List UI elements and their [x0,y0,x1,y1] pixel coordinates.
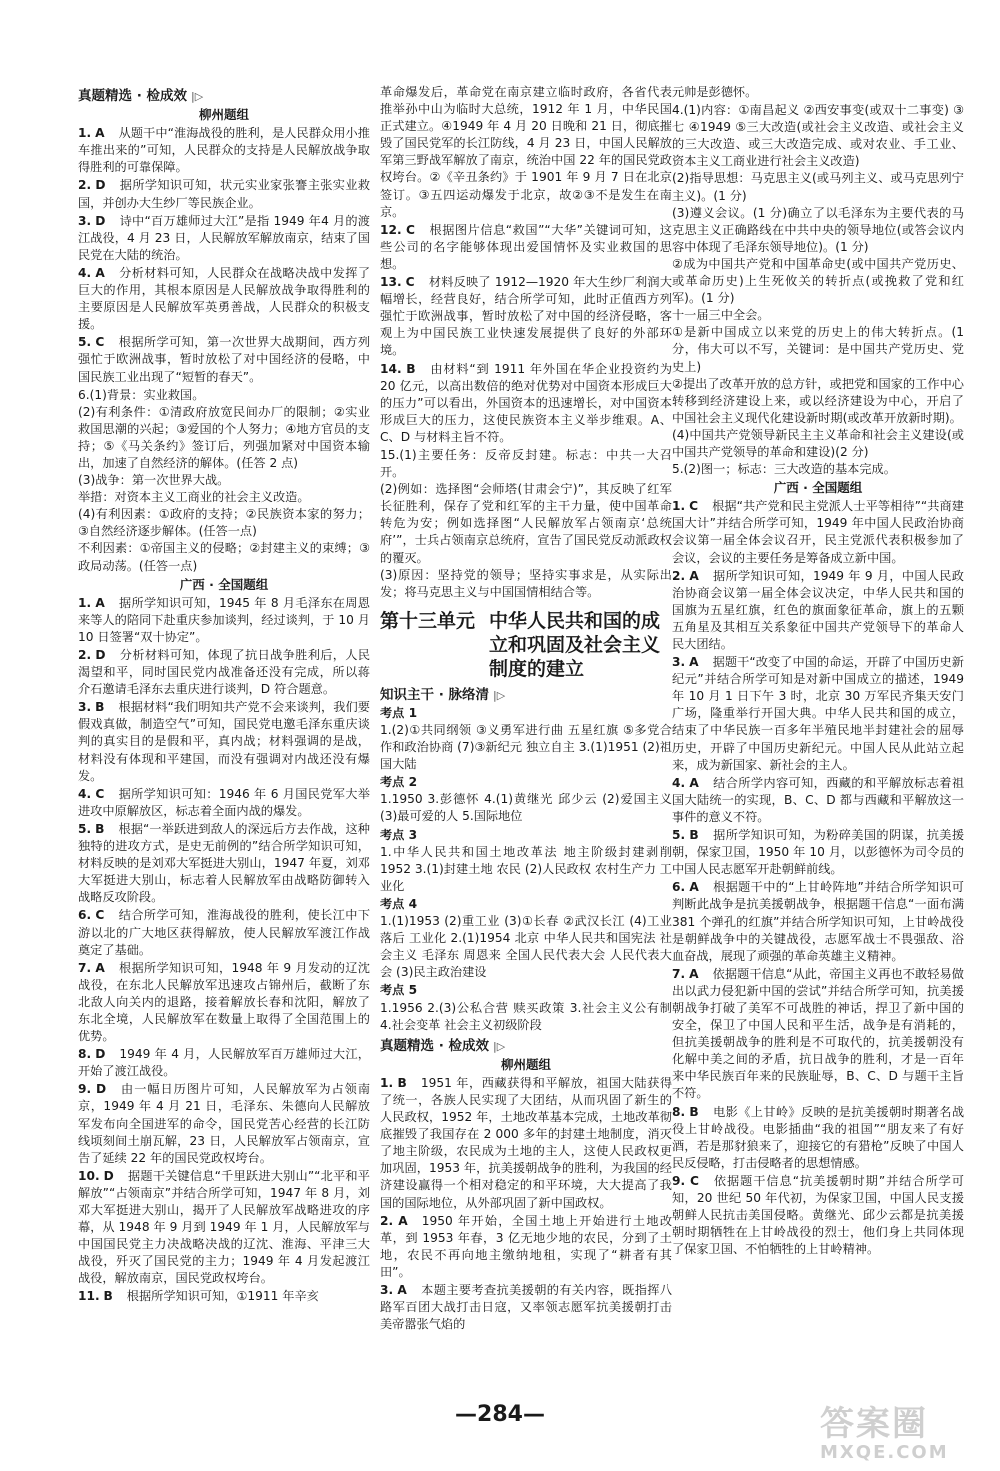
question-number: 1. [78,595,92,610]
question-number: 10. [78,1168,100,1183]
kaodian-heading: 考点 1 [380,705,418,720]
answer-letter: B [689,1104,699,1119]
kaodian-heading: 考点 2 [380,775,418,790]
question-number: 2. [380,1213,394,1228]
answer-q15 [380,447,672,601]
question-number: 7. [672,966,686,981]
answer-line: ①是新中国成立以来党的历史上的伟大转折点。(1 分，伟大可以不写，关键词：是中国共产党历史、党史上) [672,325,964,374]
question-number: 3. [380,1283,394,1297]
answer-item [380,361,672,446]
explanation-text: 由材料“到 1911 年外国在华企业投资约为 20 亿元，以高出数倍的绝对优势对中国资本形成巨大的压力”可以看出，外国资本的迅速增长，对中国资本形成巨大的压力，这使民族资本主义举步维艰。A、C、D 与材料主旨不符。 [380,361,673,444]
question-number: 2. [78,648,92,662]
answer-letter: C [689,1173,699,1188]
question-number: 1. [672,499,686,514]
explanation-text: 依据题干信息“从此，帝国主义再也不敢轻易做出以武力侵犯新中国的尝试”并结合所学可知，抗美援朝战争打破了美军不可战胜的神话，捍卫了新中国的安全，保卫了中国人民和平生活，战争是有消耗的，但抗美援朝战争的胜利是不可取代的，抗美援朝没有化解中美之间的矛盾，抗日战争的胜利，才是一百年来中华民族百年来的民族耻辱，B、C、D 与题干主旨不符。 [672,966,964,1101]
answer-line: (3)遵义会议。(1 分)确立了以毛泽东为主要代表的马克思主义正确路线在中共中央的领导地位(或答会议内容中体现了毛泽东领导地位)。(1 分) [672,205,964,254]
group-title: 广西 · 全国题组 [179,576,269,592]
group-title: 柳州题组 [500,1056,551,1072]
explanation-text: 1951 年，西藏获得和平解放，祖国大陆获得了统一，各族人民实现了大团结，从而巩固了新生的人民政权，1952 年，土地改革基本完成，土地改革彻底摧毁了我国存在 2 000 多年的封建土地制度，消灭了地主阶级，农民成为土地的主人，这使人民政权更加巩固，1953 年，抗美援朝战争的胜利，为我国的经济建设赢得一个相对稳定的和平环境，大大提高了我国的国际地位，从外部巩固了新中国政权。 [380,1075,673,1210]
answer-continuation: 元帅是彭德怀。 [672,85,758,99]
answer-letter: C [405,275,415,290]
question-number: 7. [78,960,92,975]
answer-continuation: 革命爆发后，革命党在南京建立临时政府，各省代表推举孙中山为临时大总统，1912 年 1 月，中华民国正式建立。④1949 年 4 月 20 日晚和 21 日，彻底摧毁了国民党军的长江防线，4 月 23 日，中国人民解放军第三野战军解放了南京，统治中国 22 年的国民党政权垮台。②《辛丑条约》于 1901 年 9 月 7 日在北京签订。③五四运动爆发于北京，故②③不是发生在南京。 [380,85,672,219]
question-number: 11. [78,1289,100,1304]
answer-item [78,1081,370,1166]
answer-letter: D [103,1168,114,1183]
explanation-text: 从题干中“淮海战役的胜利，是人民群众用小推车推出来的”可知，人民群众的支持是人民解放战争取得胜利的可靠保障。 [78,126,370,175]
explanation-text: 据所学知识可知，1949 年 9 月，中国人民政治协商会议第一届全体会议决定，中华人民共和国的国旗为五星红旗，红色的旗面象征革命，旗上的五颗五角星及其相互关系象征中国共产党领导下的革命人民大团结。 [672,568,964,651]
question-number: 4. [78,786,92,801]
page-number: —284— [455,1402,545,1427]
answer-item [380,1075,672,1212]
answer-line: (3)原因：坚持党的领导；坚持实事求是，从实际出发；将马克思主义与中国国情相结合等。 [380,567,672,599]
answer-letter: C [689,499,699,514]
question-number: 13. [380,275,402,290]
answer-item [672,568,964,653]
answer-line: (2)指导思想：马克思主义(或马列主义、或马克思列宁主义)。(1 分) [672,171,964,203]
answer-item [672,775,964,826]
answer-letter: B [397,1075,407,1090]
answer-item [380,1213,672,1281]
answer-line: (2)有利条件：①清政府放宽民间办厂的限制；②实业救国思潮的兴起；③爱国的个人努力；④地方官员的支持；⑤《马关条约》签订后，列强加紧对中国资本输出，加速了自然经济的解体。(任答 2 点) [78,404,370,470]
answer-line: ②成为中国共产党和中国革命史(或中国共产党历史、或革命历史)上生死攸关的转折点(或挽救了党和红军)。(1 分) [672,256,964,306]
question-number: 5. [78,335,92,350]
answer-letter: D [95,1047,106,1062]
column-left [78,84,370,1307]
kaodian-heading: 考点 5 [380,983,418,998]
answer-line: (3)战争：第一次世界大战。 [78,473,230,488]
answer-letter: D [95,178,106,193]
column-middle [380,84,672,1334]
question-number: 2. [672,568,686,583]
question-number: 8. [672,1104,686,1119]
explanation-text: 根据图片信息“救国”“大华”关键词可知，这些公司的名字能够体现出爱国情怀及实业救国的思想。 [380,222,672,271]
answer-letter: A [95,960,105,975]
explanation-text: 根据“一举跃进到敌人的深远后方去作战，这种独特的进攻方式，是史无前例的”结合所学知识可知，材料反映的是刘邓大军挺进大别山，1947 年夏，刘邓大军挺进大别山，标志着人民解放军由战略防御转入战略反攻阶段。 [78,821,370,905]
answer-line: 举措：对资本主义工商业的社会主义改造。 [78,490,310,505]
explanation-text: 由一幅日历图片可知，人民解放军为占领南京，1949 年 4 月 21 日，毛泽东、朱德向人民解放军发布向全国进军的命令，国民党苦心经营的长江防线顷刻间土崩瓦解，23 日，人民解放军占领南京，宣告了延续 22 年的国民党政权垮台。 [78,1082,371,1165]
question-number: 14. [380,361,402,376]
answer-line: 5.(2)图一；标志：三大改造的基本完成。 [672,462,896,477]
answer-item [78,334,370,385]
answer-q6 [78,387,370,575]
answer-letter: C [95,335,105,350]
answer-item [78,960,370,1045]
answer-line: 不利因素：①帝国主义的侵略；②封建主义的束缚；③政局动荡。(任答一点) [78,541,370,573]
kaodian-text: 1.1956 2.(3)公私合营 赎买政策 3.社会主义公有制 4.社会变革 社会主义初级阶段 [380,1000,672,1032]
answer-item [78,125,370,176]
arrow-icon: |▷ [493,1039,506,1053]
explanation-text: 据所学知识可知，1945 年 8 月毛泽东在周恩来等人的陪同下赴重庆参加谈判，经过谈判，于 10 月 10 日签署“双十协定”。 [78,595,370,644]
arrow-icon: |▷ [191,90,204,103]
explanation-text: 分析材料可知，体现了抗日战争胜利后，人民渴望和平，同时国民党内战准备还没有完成，所以蒋介石邀请毛泽东去重庆进行谈判，D 符合题意。 [78,648,371,697]
answer-letter: C [95,786,105,801]
answer-letter: A [689,568,699,583]
arrow-icon: |▷ [493,688,506,702]
answer-letter: D [95,1082,107,1097]
answer-letter: B [103,1289,113,1304]
explanation-text: 据题干关键信息“千里跃进大别山”“北平和平解放”“占领南京”并结合所学可知，1947 年 8 月，刘邓大军挺进大别山，揭开了人民解放军战略进攻的序幕，从 1948 年 9 月到 1949 年 1 月，人民解放军与中国国民党主力决战略决战的辽沈、淮海、平津三大战役，歼灭了国民党的主力；1949 年 4 月发起渡江战役，解放南京，国民党政权垮台。 [78,1168,370,1286]
explanation-text: 1949 年 4 月，人民解放军百万雄师过大江，开始了渡江战役。 [78,1047,370,1079]
answer-item [78,177,370,211]
watermark-bottom: MXQE.COM [820,1442,949,1463]
answer-letter: B [689,828,699,843]
explanation-text: 据题干“改变了中国的命运，开辟了中国历史新纪元”并结合所学可知是对新中国成立的描述，1949 年 10 月 1 日下午 3 时，北京 30 万军民齐集天安门广场，隆重举行开国大典。中华人民共和国的成立，结束了中华民族一百多年半殖民地半封建社会的屈辱历史，开辟了中国历史新纪元。中国人民从此站立起来，成为新国家、新社会的主人。 [672,655,964,772]
answer-letter: B [95,700,105,715]
answer-letter: A [95,126,105,141]
answer-item [672,498,964,566]
explanation-text: 根据所学知识可知，1948 年 9 月发动的辽沈战役，在东北人民解放军迅速攻占锦州后，截断了东北敌人向关内的退路，接着解放长春和沈阳，解放了东北全境，人民解放军在数量上取得了全国范围上的优势。 [78,960,370,1044]
answer-letter: A [95,595,105,610]
explanation-text: 依据题干信息“抗美援朝时期”并结合所学可知，20 世纪 50 年代初，为保家卫国，中国人民支援朝鲜人民抗击美国侵略。黄继光、邱少云都是抗美援朝时期牺牲在上甘岭战役的烈士，他们身上共同体现了保家卫国、不怕牺牲的上甘岭精神。 [672,1173,964,1257]
question-number: 3. [78,213,92,228]
question-number: 9. [78,1082,92,1097]
answer-line: (4)中国共产党领导新民主主义革命和社会主义建设(或中国共产党领导的革命和建设)(2 分) [672,427,964,459]
question-number: 6. [78,908,92,923]
answer-letter: C [95,908,105,923]
answer-item [380,1282,672,1333]
answer-line: ②提出了改革开放的总方针，或把党和国家的工作中心转移到经济建设上来，或以经济建设为中心，开启了中国社会主义现代化建设新时期(或改革开放新时期)。 [672,376,964,425]
answer-item [672,879,964,964]
answer-item [672,966,964,1103]
question-number: 6. [672,880,686,895]
question-number: 5. [672,828,686,843]
watermark-logo [820,1405,980,1465]
group-title: 柳州题组 [198,107,249,123]
answer-line: (2)例如：选择图“会师塔(甘肃会宁)”，其反映了红军长征胜利，保存了党和红军的主干力量，使中国革命转危为安；例如选择图“人民解放军占领南京‘总统府’”，士兵占领南京总统府，宣告了国民党反动派政权的覆灭。 [380,482,672,565]
explanation-text: 分析材料可知，人民群众在战略决战中发挥了巨大的作用，其根本原因是人民解放战争取得胜利的主要原因是人民解放军英勇善战，人民群众的积极支援。 [78,265,371,332]
section-title: 真题精选 · 检成效 |▷ [78,88,204,104]
answer-item [78,647,370,698]
answer-letter: A [689,966,699,981]
answer-list [380,1075,672,1333]
answer-item [672,1173,964,1258]
question-number: 9. [672,1173,686,1188]
answer-list [78,125,370,385]
group-title: 广西 · 全国题组 [773,480,863,496]
section-title: 知识主干 · 脉络清 |▷ [380,686,506,703]
question-number: 4. [78,265,92,280]
question-number: 8. [78,1047,92,1062]
answer-item [672,1104,964,1172]
explanation-text: 根据题干中的“上甘岭阵地”并结合所学知识可判断此战争是抗美援朝战争，根据题干信息“一面布满 381 个弹孔的红旗”并结合所学知识可知，上甘岭战役是朝鲜战争中的关键战役，志愿军战士不畏强敌、浴血奋战，展现了顽强的革命英雄主义精神。 [672,880,964,963]
answer-item [380,222,672,273]
answer-q4 [672,102,964,478]
kaodian-text: 1.1950 3.彭德怀 4.(1)黄继光 邱少云 (2)爱国主义 (3)最可爱的人 5.国际地位 [380,792,672,824]
column-right [672,84,964,1259]
answer-item [78,595,370,646]
unit-title: 中华人民共和国的成立和巩固及社会主义制度的建立 [489,609,661,680]
kaodian-text: 1.(2)①共同纲领 ③义勇军进行曲 五星红旗 ⑤多党合作和政治协商 (7)③新纪元 独立自主 3.(1)1951 (2)祖国大陆 [380,723,672,772]
question-number: 4. [672,775,686,790]
kaodian-text: 1.中华人民共和国土地改革法 地主阶级封建剥削 1952 3.(1)封建土地 农民 (2)人民政权 农村生产力 工业化 [380,844,672,893]
answer-letter: A [689,880,699,895]
answer-letter: A [398,1213,408,1228]
explanation-text: 本题主要考查抗美援朝的有关内容，既指挥八路军百团大战打击日寇，又率领志愿军抗美援朝打击美帝嚣张气焰的 [380,1283,673,1332]
explanation-text: 电影《上甘岭》反映的是抗美援朝时期著名战役上甘岭战役。电影插曲“我的祖国”“朋友来了有好酒，若是那豺狼来了，迎接它的有猎枪”反映了中国人民反侵略，打击侵略者的思想情感。 [672,1104,965,1170]
question-number: 3. [672,655,686,670]
answer-item [78,786,370,820]
answer-letter: A [689,655,699,670]
answer-item [78,265,370,333]
answer-item [78,1046,370,1080]
answer-item [672,654,964,774]
question-number: 3. [78,700,92,715]
answer-letter: A [689,775,699,790]
answer-letter: C [406,222,415,237]
answer-item [380,274,672,359]
answer-list [380,222,672,446]
answer-line: 6.(1)背景：实业救国。 [78,387,205,402]
answer-item [78,907,370,958]
answer-item [78,213,370,264]
question-number: 5. [78,821,92,836]
answer-item [78,1288,370,1305]
explanation-text: 据所学知识可知，状元实业家张謇主张实业救国，并创办大生纱厂等民族企业。 [78,178,371,210]
question-number: 1. [78,126,92,141]
explanation-text: 根据“共产党和民主党派人士平等相待”“共商建国大计”并结合所学可知，1949 年中国人民政治协商会议第一届全体会议召开，民主党派代表积极参加了会议，会议的主要任务是筹备成立新中国。 [672,499,964,565]
watermark-top: 答案圈 [820,1404,928,1444]
answer-item [78,821,370,906]
kaodian-text: 1.(1)1953 (2)重工业 (3)①长春 ②武汉长江 (4)工业落后 工业化 2.(1)1954 北京 中华人民共和国宪法 社会主义 毛泽东 周恩来 全国人民代表大会 人民代表大会 (3)民主政治建设 [380,914,672,980]
kaodian-list [380,705,672,1034]
answer-list [78,595,370,1306]
answer-item [672,827,964,878]
explanation-text: 1950 年开始，全国土地上开始进行土地改革，到 1953 年春，3 亿无地少地的农民，分到了土地，农民不再向地主缴纳地租，实现了“耕者有其田”。 [380,1213,673,1279]
question-number: 2. [78,178,92,193]
unit-heading [380,609,672,681]
kaodian-heading: 考点 4 [380,896,418,911]
explanation-text: 材料反映了 1912—1920 年大生纱厂利润大幅增长，经营良好，结合所学可知，此时正值西方列强忙于欧洲战事，暂时放松了对中国的经济侵略，客观上为中国民族工业快速发展提供了良好的外部环境。 [380,275,673,358]
explanation-text: 根据所学知识可知，①1911 年辛亥 [126,1289,319,1304]
explanation-text: 结合所学内容可知，西藏的和平解放标志着祖国大陆统一的实现，B、C、D 都与西藏和平解放这一事件的意义不符。 [672,775,965,824]
question-number: 1. [380,1075,394,1090]
answer-list [672,498,964,1258]
answer-letter: D [95,213,106,228]
answer-line: 4.(1)内容：①南昌起义 ②西安事变(或双十二事变) ③七 ④1949 ⑤三大改造(或社会主义改造、或社会主义的三大改造、或三大改造完成、或对农业、手工业、资本主义工商业进行社会主义改造) [672,103,964,169]
question-number: 12. [380,222,402,237]
answer-line: (4)有利因素：①政府的支持；②民族资本家的努力；③自然经济逐步解体。(任答一点) [78,507,370,539]
answer-letter: B [406,361,416,376]
explanation-text: 根据所学可知，第一次世界大战期间，西方列强忙于欧洲战事，暂时放松了对中国经济的侵略，中国民族工业出现了“短暂的春天”。 [78,335,371,384]
section-title: 真题精选 · 检成效 |▷ [380,1037,506,1054]
explanation-text: 诗中“百万雄师过大江”是指 1949 年4 月的渡江战役，4 月 23 日，人民解放军解放南京，结束了国民党在大陆的统治。 [78,213,370,262]
answer-letter: B [95,821,105,836]
answer-item [78,1168,370,1288]
answer-line: 15.(1)主要任务：反帝反封建。标志：中共一大召开。 [380,447,672,480]
explanation-text: 据所学知识可知，为粉碎美国的阴谋，抗美援朝，保家卫国，1950 年 10 月，以彭德怀为司令员的中国人民志愿军开赴朝鲜前线。 [672,828,965,877]
answer-line: 十一届三中全会。 [672,308,770,323]
answer-letter: A [397,1283,407,1297]
explanation-text: 据所学知识可知：1946 年 6 月国民党军大举进攻中原解放区，标志着全面内战的爆发。 [78,786,370,818]
explanation-text: 结合所学可知，淮海战役的胜利，使长江中下游以北的广大地区获得解放，使人民解放军渡江作战奠定了基础。 [78,908,371,957]
answer-letter: A [95,265,105,280]
explanation-text: 根据材料“我们明知共产党不会来谈判，我们要假戏真做，制造空气”可知，国民党电邀毛泽东重庆谈判的真实目的是假和平，真内战；材料强调的是战，材料没有体现和平建国，而没有强调对内战还没有爆发。 [78,700,370,783]
kaodian-heading: 考点 3 [380,827,418,842]
answer-item [78,699,370,784]
answer-letter: D [95,648,106,662]
unit-number: 第十三单元 [380,609,476,632]
